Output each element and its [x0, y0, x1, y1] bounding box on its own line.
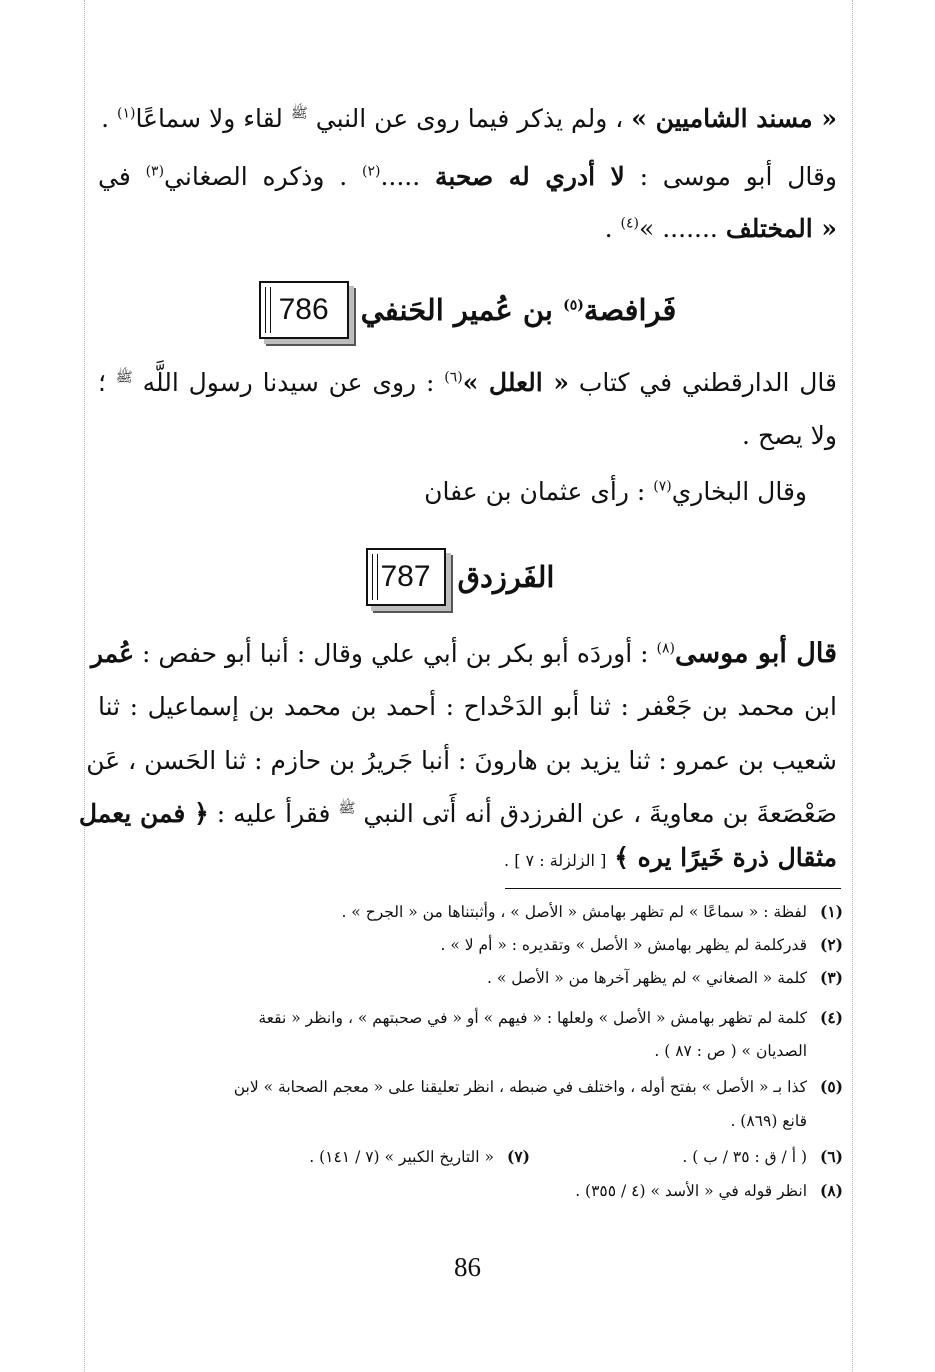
name-part: بن عُمير الحَنفي [360, 293, 553, 327]
footnote-number: (٣) [819, 968, 843, 987]
footnote-text: كلمة « الصغاني » لم يظهر آخرها من « الأصل » . [487, 969, 807, 987]
footnote-text: لفظة : « سماعًا » لم تظهر بهامش « الأصل » ، وأثبتناها من « الجرح » . [341, 903, 807, 921]
footnote-ref-5[interactable]: (٥) [563, 297, 584, 314]
entry-787-line-4 [78, 799, 837, 828]
page-number: 86 [454, 1252, 481, 1282]
text: قال الدارقطني في كتاب [578, 368, 837, 397]
text: وقال البخاري [671, 477, 807, 506]
text: ..... [380, 162, 421, 191]
text: . وذكره الصغاني [164, 162, 348, 191]
footnote-3 [487, 968, 843, 987]
sallallahu-glyph: ﷺ [115, 369, 133, 386]
footnote-5-cont [730, 1112, 807, 1130]
text: فقرأ عليه : [216, 799, 331, 828]
intro-line-3: « المختلف ....... »$^{(٤)}$ . [604, 214, 837, 243]
footnote-text: انظر قوله في « الأسد » (٤ / ٣٥٥) . [575, 1182, 807, 1200]
footnote-6 [682, 1147, 843, 1166]
entry-787-line-1 [90, 638, 837, 669]
margin-guide-right [852, 0, 853, 1372]
musnad-title: « مسند الشاميين » [631, 104, 837, 133]
quran-verse: مثقال ذرة خَيرًا يره ﴾ [614, 843, 837, 872]
footnote-ref-8[interactable]: (٨) [656, 640, 675, 657]
text: صَعْصَعةَ بن معاويةَ ، عن الفرزدق أنه أَتى النبي [363, 799, 837, 828]
entry-786-line-3 [424, 477, 807, 506]
text: : رأى عثمان بن عفان [424, 477, 646, 506]
footnote-text: ( أ / ق : ٣٥ / ب ) . [682, 1148, 807, 1166]
name-bold: عُمر [90, 639, 135, 668]
bold-quote: لا أدري له صحبة [434, 162, 625, 191]
footnote-text: قانع (٨٦٩) . [730, 1112, 807, 1130]
text: : روى عن سيدنا رسول اللَّه [142, 368, 435, 397]
entry-number: 787 [380, 560, 431, 593]
entry-heading-786 [200, 278, 735, 342]
text: ؛ [98, 368, 106, 397]
footnote-number: (٦) [819, 1147, 843, 1166]
text: شعيب بن عمرو : ثنا يزيد بن هارونَ : أنبا جَريرُ بن حازم : ثنا الحَسن ، عَن [86, 746, 837, 775]
entry-title [361, 293, 677, 327]
entry-number: 786 [278, 293, 329, 326]
footnote-number: (٧) [506, 1147, 530, 1166]
mukhtalif-title: « المختلف [725, 214, 837, 243]
entry-787-line-5 [504, 843, 837, 872]
footnote-ref-2[interactable]: (٢) [361, 163, 381, 180]
footnote-1 [341, 902, 843, 921]
entry-787-line-2 [98, 692, 837, 721]
footnote-number: (٥) [819, 1077, 843, 1096]
text: : أوردَه أبو بكر بن أبي علي وقال : أنبا أبو حفص : [142, 639, 649, 668]
footnote-7 [309, 1147, 530, 1166]
text: ابن محمد بن جَعْفر : ثنا أبو الدَحْداح : أحمد بن محمد بن إسماعيل : ثنا [98, 692, 837, 721]
footnote-4 [258, 1008, 843, 1027]
entry-number-box [366, 548, 446, 606]
text: لقاء ولا سماعًا [135, 104, 283, 133]
narrator-bold: قال أبو موسى [674, 638, 837, 669]
footnote-ref-6[interactable]: (٦) [444, 369, 463, 386]
footnote-ref-3[interactable]: (٣) [145, 163, 165, 180]
entry-786-line-2 [742, 421, 837, 450]
entry-title [458, 560, 555, 594]
footnote-8 [575, 1181, 843, 1200]
quran-verse: ﴿ فمن يعمل [78, 799, 209, 828]
footnote-text: كذا بـ « الأصل » بفتح أوله ، واختلف في ضبطه ، انظر تعليقنا على « معجم الصحابة » لابن [233, 1078, 807, 1096]
text: ....... » [638, 214, 718, 243]
footnote-number: (٢) [819, 935, 843, 954]
name-part: الفَرزدق [457, 560, 555, 594]
text: ولا يصح . [742, 421, 837, 450]
text: وقال أبو موسى : [639, 162, 837, 191]
entry-786-line-1 [98, 368, 837, 397]
ilal-title: « العلل » [462, 368, 569, 397]
sallallahu-glyph: ﷺ [338, 800, 356, 817]
footnote-text: الصديان » ( ص : ٨٧ ) . [654, 1042, 807, 1060]
footnote-ref-1[interactable]: (١) [117, 105, 136, 122]
footnote-5 [234, 1077, 843, 1096]
footnote-text: كلمة لم تظهر بهامش « الأصل » ولعلها : « فيهم » أو « في صحبتهم » ، وانظر « نقعة [258, 1009, 807, 1027]
intro-line-1: « مسند الشاميين » ، ولم يذكر فيما روى عن النبي $^ﷺ$ لقاء ولا سماعًا$^{(١)}$ . [101, 104, 837, 133]
text: ، ولم يذكر فيما روى عن النبي [315, 104, 624, 133]
margin-guide-left [84, 0, 85, 1372]
entry-787-line-3 [86, 746, 837, 775]
footnote-text: قدركلمة لم يظهر بهامش « الأصل » وتقديره : « أم لا » . [440, 936, 807, 954]
entry-number-box [259, 281, 349, 339]
sallallahu-glyph: ﷺ [290, 105, 308, 122]
name-part: فَرافصة [583, 293, 677, 327]
footnote-number: (٨) [819, 1181, 843, 1200]
entry-heading-787 [330, 545, 590, 609]
footnote-number: (١) [819, 902, 843, 921]
footnote-number: (٤) [819, 1008, 843, 1027]
verse-reference: [ الزلزلة : ٧ ] . [504, 851, 607, 870]
text: في [98, 162, 131, 191]
intro-line-2 [98, 162, 837, 191]
footnote-ref-4[interactable]: (٤) [620, 215, 639, 232]
footnote-separator [505, 888, 841, 889]
footnote-4-cont [654, 1042, 807, 1060]
footnote-ref-7[interactable]: (٧) [653, 478, 672, 495]
footnote-text: « التاريخ الكبير » (٧ / ١٤١) . [309, 1148, 494, 1166]
footnote-2 [440, 935, 843, 954]
